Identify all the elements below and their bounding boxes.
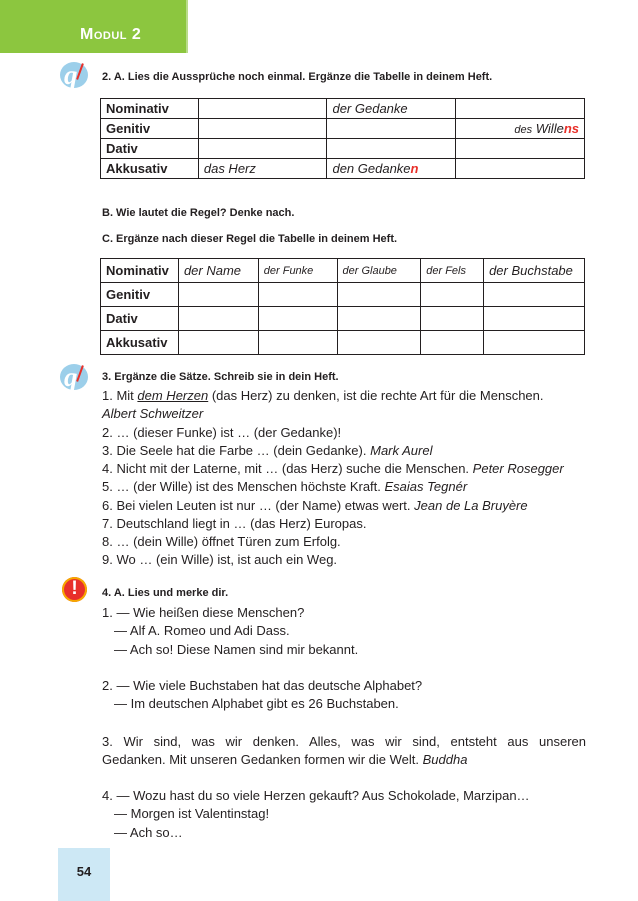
sentence-1 (102, 387, 544, 405)
quote-3-line-2 (102, 751, 467, 769)
table-cell (178, 283, 258, 307)
table-header-cell: der Name (178, 259, 258, 283)
table-cell (456, 119, 585, 139)
table-cell (258, 307, 337, 331)
sentence-2: 2. … (dieser Funke) ist … (der Gedanke)! (102, 425, 342, 440)
task2-heading-c: C. Ergänze nach dieser Regel die Tabelle in deinem Heft. (102, 233, 398, 245)
case-label: Akkusativ (101, 331, 179, 355)
table-header-cell: der Fels (421, 259, 484, 283)
table-cell (337, 331, 421, 355)
table-cell (327, 119, 456, 139)
noun-ending: n (410, 161, 419, 176)
case-label: Genitiv (101, 119, 199, 139)
table-cell (198, 139, 327, 159)
table-cell (421, 283, 484, 307)
task4-heading: 4. A. Lies und merke dir. (102, 587, 229, 599)
sentence-4 (102, 460, 564, 478)
table-cell (258, 283, 337, 307)
author-name: Jean de La Bruyère (414, 498, 528, 513)
page-number-box (58, 848, 110, 901)
author-name: Albert Schweitzer (102, 406, 204, 421)
dialogue-1-line-1: 1. — Wie heißen diese Menschen? (102, 605, 305, 620)
quote-text: Gedanken. Mit unseren Gedanken formen wir die Welt. (102, 752, 419, 767)
task-q-icon: q (60, 62, 88, 88)
author-name: Esaias Tegnér (384, 479, 468, 494)
table-cell (327, 159, 456, 179)
table-row (101, 331, 585, 355)
declension-table-2 (100, 258, 585, 355)
case-label: Dativ (101, 139, 199, 159)
sentence-text: 1. Mit (102, 388, 138, 403)
declension-table-1 (100, 98, 585, 179)
table-row (101, 119, 585, 139)
dialogue-4-line-1: 4. — Wozu hast du so viele Herzen gekauft? Aus Schokolade, Marzipan… (102, 788, 530, 803)
article-text: des (514, 124, 533, 136)
table-row (101, 139, 585, 159)
sentence-text: 4. Nicht mit der Laterne, mit … (das Herz) suche die Menschen. (102, 461, 470, 476)
table-row (101, 307, 585, 331)
task2-heading-a: 2. A. Lies die Aussprüche noch einmal. Ergänze die Tabelle in deinem Heft. (102, 71, 493, 83)
dialogue-4-line-2: — Morgen ist Valentinstag! (114, 806, 270, 821)
sentence-text: 5. … (der Wille) ist des Menschen höchste Kraft. (102, 479, 381, 494)
table-row (101, 159, 585, 179)
noun-ending: ns (563, 121, 579, 136)
page-number: 54 (76, 864, 92, 879)
dialogue-1-line-2: — Alf A. Romeo und Adi Dass. (114, 623, 290, 638)
table-cell (456, 99, 585, 119)
table-cell (456, 139, 585, 159)
case-label: Dativ (101, 307, 179, 331)
table-cell (484, 331, 585, 355)
dialogue-2-line-1: 2. — Wie viele Buchstaben hat das deutsche Alphabet? (102, 678, 423, 693)
task-q-icon: q (60, 364, 88, 390)
task3-heading: 3. Ergänze die Sätze. Schreib sie in dein Heft. (102, 371, 339, 383)
header-divider (186, 0, 188, 53)
author-name: Buddha (422, 752, 468, 767)
sentence-3 (102, 442, 432, 460)
dialogue-4-line-3: — Ach so… (114, 825, 183, 840)
table-header-cell: der Glaube (337, 259, 421, 283)
sentence-5 (102, 478, 467, 496)
sentence-text: 6. Bei vielen Leuten ist nur … (der Name) etwas wert. (102, 498, 411, 513)
sentence-7: 7. Deutschland liegt in … (das Herz) Europas. (102, 516, 367, 531)
sentence-6 (102, 497, 528, 515)
table-cell (327, 139, 456, 159)
noun-base: Wille (535, 121, 564, 136)
table-header-cell: der Funke (258, 259, 337, 283)
sentence-8: 8. … (dein Wille) öffnet Türen zum Erfolg. (102, 534, 341, 549)
table-cell: das Herz (198, 159, 327, 179)
sentence-1-author (102, 405, 203, 423)
sentence-text: (das Herz) zu denken, ist die rechte Art für die Menschen. (208, 388, 544, 403)
table-cell (178, 331, 258, 355)
table-cell (484, 283, 585, 307)
table-cell (198, 99, 327, 119)
table-row (101, 99, 585, 119)
table-cell (178, 307, 258, 331)
case-label: Genitiv (101, 283, 179, 307)
table-cell (484, 307, 585, 331)
table-cell (421, 331, 484, 355)
example-answer: dem Herzen (137, 388, 209, 403)
table-cell (337, 307, 421, 331)
noun-base: den Gedanke (332, 161, 411, 176)
table-row (101, 283, 585, 307)
case-label: Akkusativ (101, 159, 199, 179)
case-label: Nominativ (101, 99, 199, 119)
sentence-text: 3. Die Seele hat die Farbe … (dein Gedanke). (102, 443, 367, 458)
table-row (101, 259, 585, 283)
task2-heading-b: B. Wie lautet die Regel? Denke nach. (102, 207, 295, 219)
table-cell: der Gedanke (327, 99, 456, 119)
dialogue-2-line-2: — Im deutschen Alphabet gibt es 26 Buchstaben. (114, 696, 399, 711)
author-name: Peter Rosegger (472, 461, 564, 476)
case-label: Nominativ (101, 259, 179, 283)
quote-3-line-1: 3. Wir sind, was wir denken. Alles, was wir sind, entsteht aus unseren (102, 734, 586, 749)
table-cell (198, 119, 327, 139)
attention-icon: ! (62, 577, 87, 602)
table-cell (421, 307, 484, 331)
table-cell (456, 159, 585, 179)
table-header-cell: der Buchstabe (484, 259, 585, 283)
sentence-9: 9. Wo … (ein Wille) ist, ist auch ein Weg. (102, 552, 338, 567)
module-label: Modul 2 (80, 26, 142, 43)
author-name: Mark Aurel (370, 443, 433, 458)
table-cell (258, 331, 337, 355)
dialogue-1-line-3: — Ach so! Diese Namen sind mir bekannt. (114, 642, 359, 657)
table-cell (337, 283, 421, 307)
